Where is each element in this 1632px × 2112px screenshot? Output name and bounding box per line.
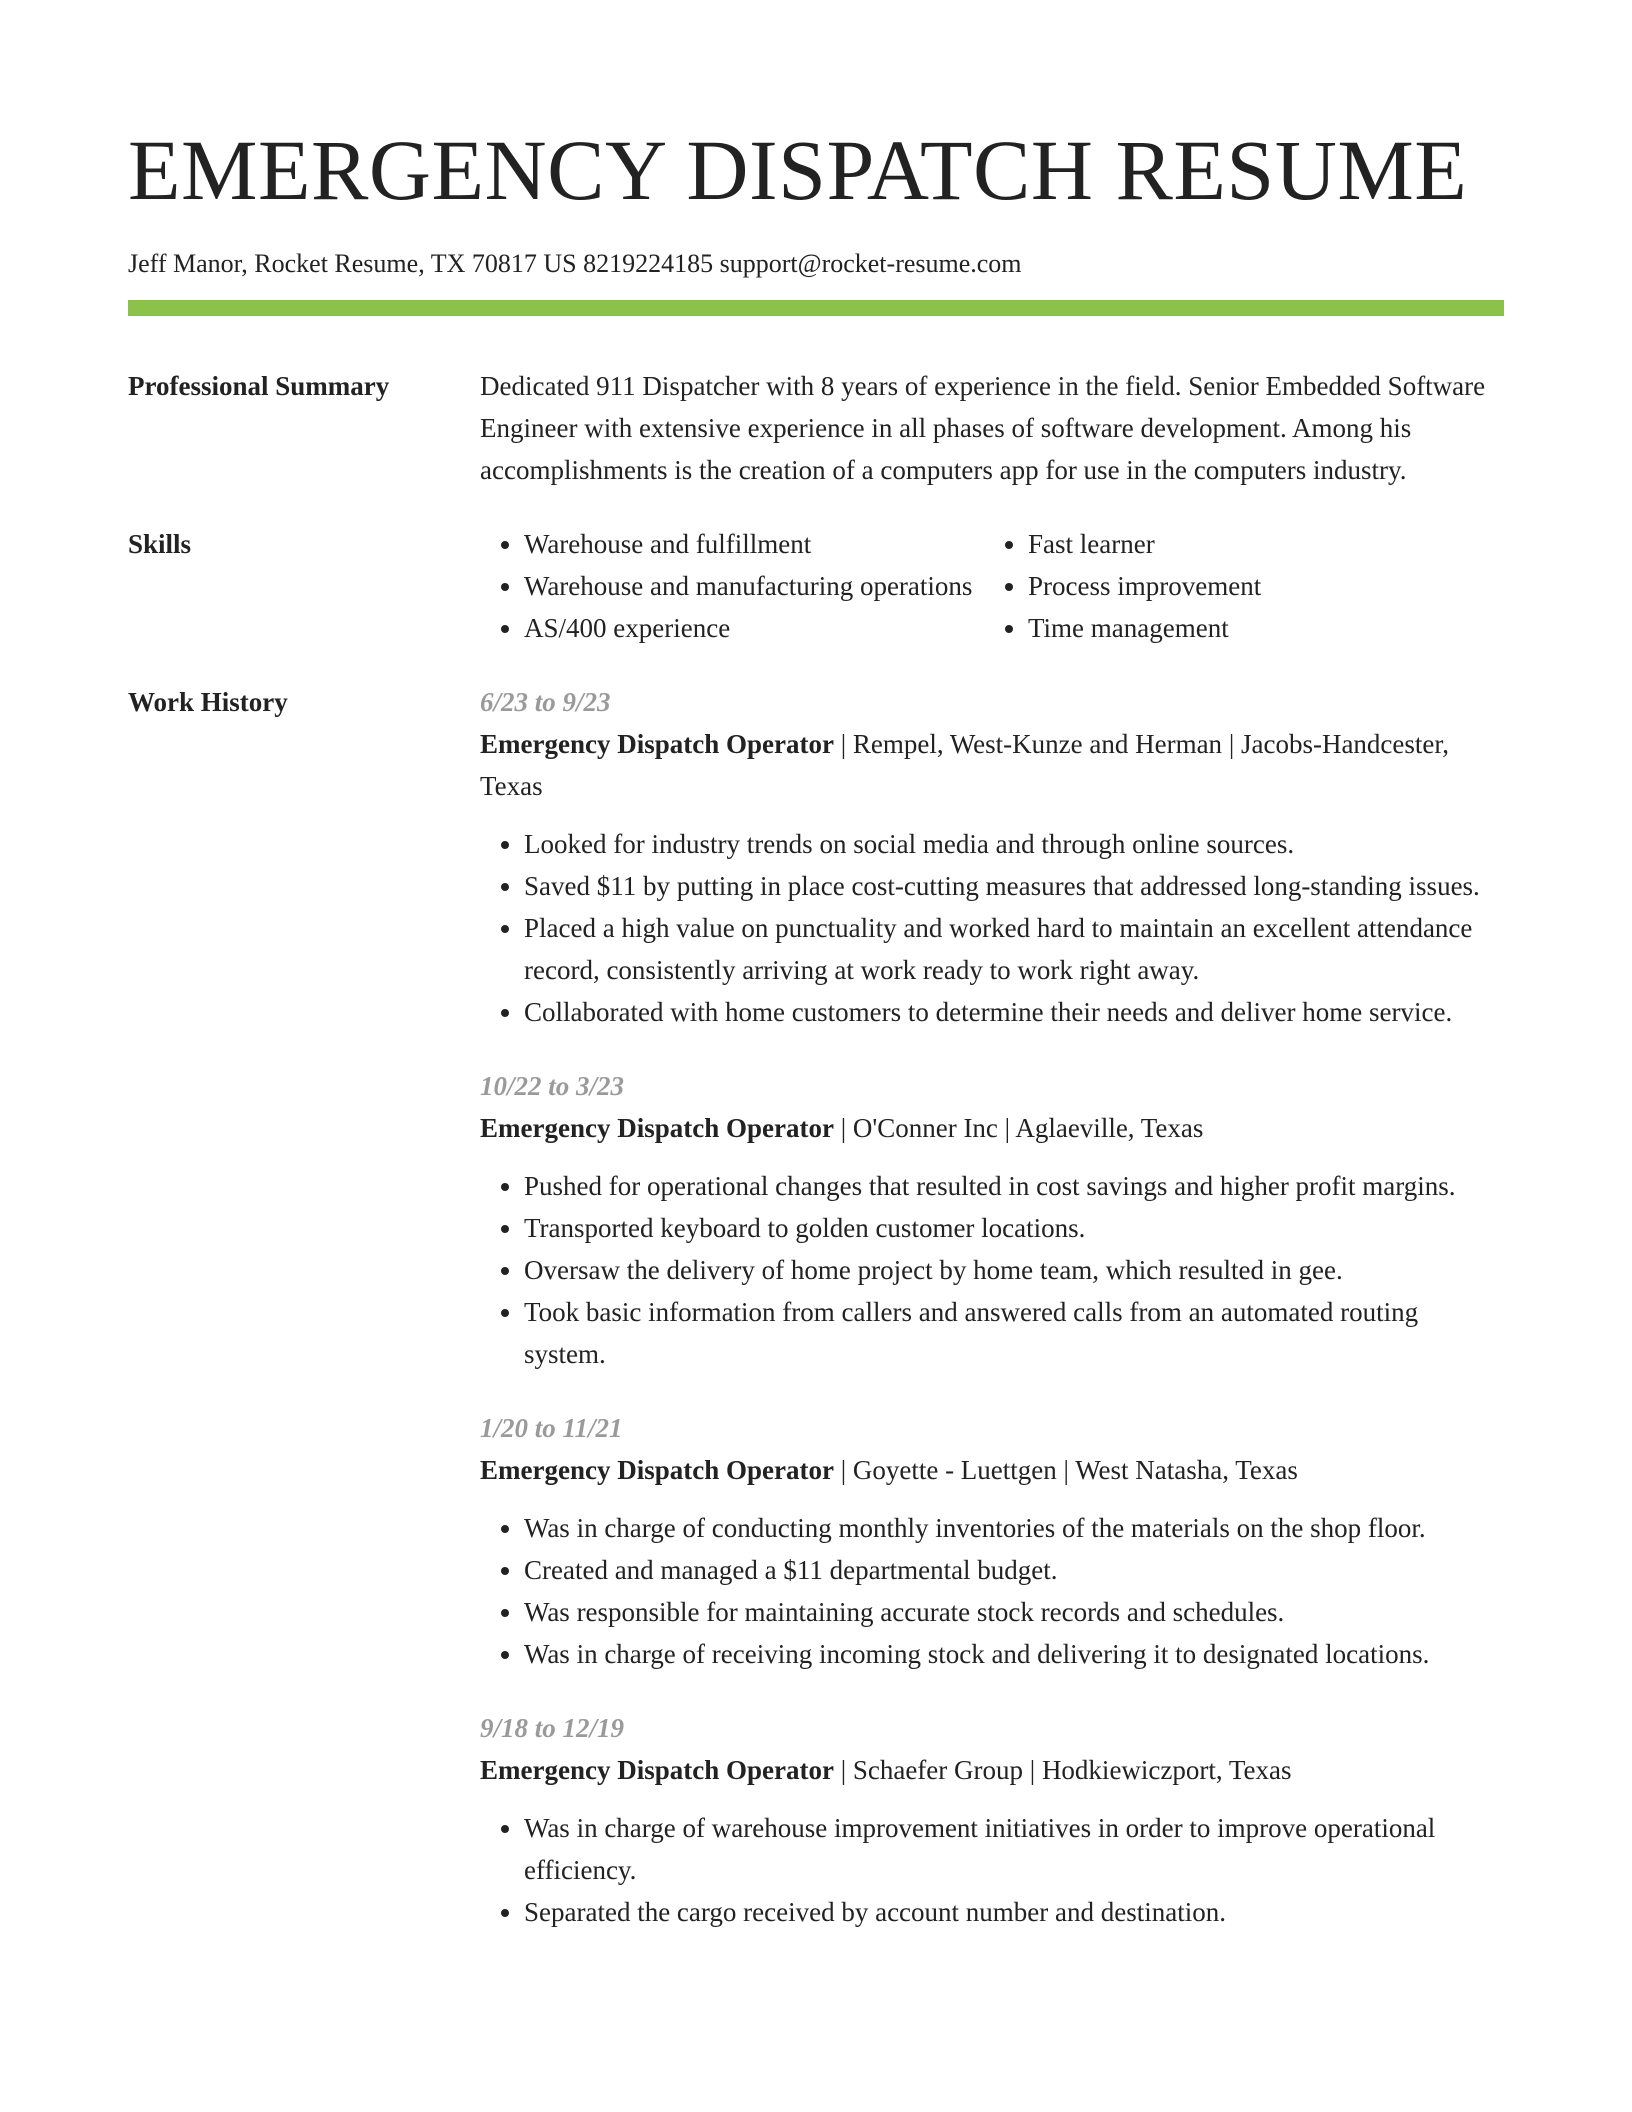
job-bullet: • Took basic information from callers and answered calls from an automated routing system.	[524, 1291, 1504, 1375]
job-title: Emergency Dispatch Operator	[480, 1113, 834, 1143]
job-location: Jacobs-Handcester, Texas	[480, 729, 1450, 801]
contact-line	[128, 248, 1504, 280]
job-entry	[480, 1407, 1504, 1675]
skill-item: • AS/400 experience	[524, 607, 984, 649]
summary-heading: Professional Summary	[128, 371, 390, 401]
skills-column-1	[480, 523, 984, 649]
work-history-heading: Work History	[128, 687, 288, 717]
resume-page	[128, 120, 1504, 1965]
job-title: Emergency Dispatch Operator	[480, 1455, 834, 1485]
work-history-list	[480, 681, 1504, 1965]
job-dates: 1/20 to 11/21	[480, 1413, 623, 1443]
job-header	[480, 1107, 1504, 1149]
job-bullets	[480, 1507, 1504, 1675]
job-company: Goyette - Luettgen	[852, 1455, 1057, 1485]
work-history-section	[128, 681, 1504, 1965]
job-header	[480, 1749, 1504, 1791]
job-separator: |	[833, 1455, 853, 1485]
job-location: West Natasha, Texas	[1075, 1455, 1298, 1485]
job-dates: 10/22 to 3/23	[480, 1071, 625, 1101]
job-bullet: • Saved $11 by putting in place cost-cutting measures that addressed long-standing issues.	[524, 865, 1504, 907]
job-company: O'Conner Inc	[852, 1113, 998, 1143]
job-bullet: • Collaborated with home customers to determine their needs and deliver home service.	[524, 991, 1504, 1033]
contact-phone: 8219224185	[583, 249, 714, 278]
job-title: Emergency Dispatch Operator	[480, 1755, 834, 1785]
job-separator: |	[1056, 1455, 1076, 1485]
job-entry	[480, 681, 1504, 1033]
skill-item: • Process improvement	[1028, 565, 1504, 607]
skills-heading: Skills	[128, 529, 192, 559]
job-dates: 9/18 to 12/19	[480, 1713, 625, 1743]
job-bullets	[480, 1807, 1504, 1933]
job-bullet: • Was in charge of warehouse improvement initiatives in order to improve operational efficiency.	[524, 1807, 1504, 1891]
job-header	[480, 1449, 1504, 1491]
skill-item: • Time management	[1028, 607, 1504, 649]
resume-title: EMERGENCY DISPATCH RESUME	[128, 122, 1468, 218]
job-bullet: • Separated the cargo received by account number and destination.	[524, 1891, 1504, 1933]
job-bullet: • Oversaw the delivery of home project by home team, which resulted in gee.	[524, 1249, 1504, 1291]
job-bullet: • Pushed for operational changes that resulted in cost savings and higher profit margins.	[524, 1165, 1504, 1207]
job-bullets	[480, 823, 1504, 1033]
job-bullet: • Placed a high value on punctuality and worked hard to maintain an excellent attendance record, consistently arriving at work ready to work right away.	[524, 907, 1504, 991]
job-title: Emergency Dispatch Operator	[480, 729, 834, 759]
contact-email[interactable]: support@rocket-resume.com	[719, 249, 1022, 278]
job-bullet: • Transported keyboard to golden customer locations.	[524, 1207, 1504, 1249]
skills-column-2	[984, 523, 1504, 649]
job-bullet: • Was responsible for maintaining accurate stock records and schedules.	[524, 1591, 1504, 1633]
contact-name: Jeff Manor,	[128, 249, 248, 278]
job-bullet: • Was in charge of conducting monthly inventories of the materials on the shop floor.	[524, 1507, 1504, 1549]
job-header	[480, 723, 1504, 807]
job-separator: |	[997, 1113, 1016, 1143]
job-separator: |	[833, 1113, 853, 1143]
job-separator: |	[1222, 729, 1241, 759]
job-location: Aglaeville, Texas	[1015, 1113, 1204, 1143]
job-location: Hodkiewiczport, Texas	[1041, 1755, 1292, 1785]
skill-item: • Warehouse and manufacturing operations	[524, 565, 984, 607]
summary-text: Dedicated 911 Dispatcher with 8 years of experience in the field. Senior Embedded Software Engineer with extensive experience in all phases of software development. Among his accomplishments is the creation of a computers app for use in the computers industry.	[480, 371, 1486, 485]
accent-divider	[128, 300, 1504, 316]
job-separator: |	[1023, 1755, 1042, 1785]
skills-section	[128, 523, 1504, 649]
job-dates: 6/23 to 9/23	[480, 687, 611, 717]
summary-section	[128, 365, 1504, 491]
job-bullet: • Looked for industry trends on social media and through online sources.	[524, 823, 1504, 865]
job-entry	[480, 1065, 1504, 1375]
skill-item: • Fast learner	[1028, 523, 1504, 565]
job-company: Rempel, West-Kunze and Herman	[852, 729, 1223, 759]
contact-address: Rocket Resume, TX 70817 US	[254, 249, 577, 278]
skills-list	[480, 523, 1504, 649]
job-company: Schaefer Group	[852, 1755, 1024, 1785]
job-entry	[480, 1707, 1504, 1933]
job-separator: |	[833, 1755, 853, 1785]
job-bullet: • Created and managed a $11 departmental budget.	[524, 1549, 1504, 1591]
job-bullet: • Was in charge of receiving incoming stock and delivering it to designated locations.	[524, 1633, 1504, 1675]
skill-item: • Warehouse and fulfillment	[524, 523, 984, 565]
job-separator: |	[833, 729, 853, 759]
job-bullets	[480, 1165, 1504, 1375]
